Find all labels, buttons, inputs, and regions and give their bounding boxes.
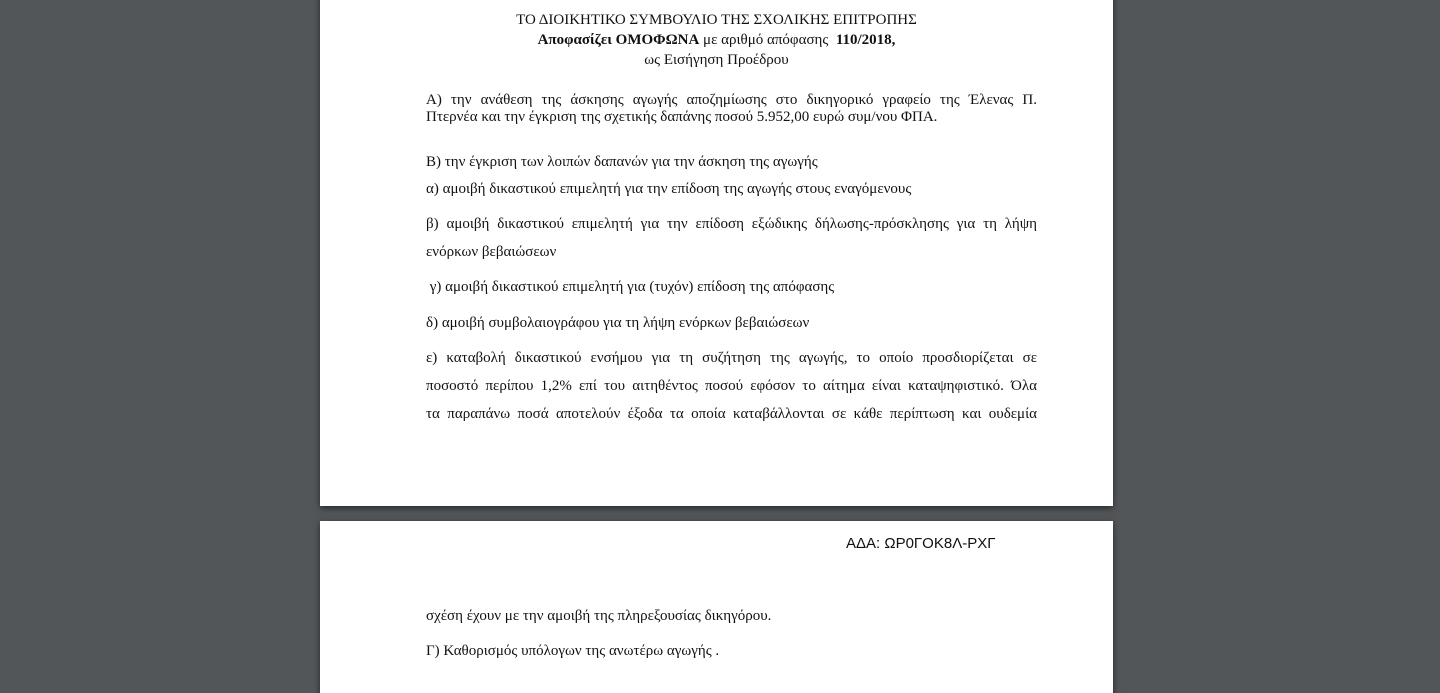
decision-number: 110/2018, — [835, 32, 896, 48]
sub-item-c: γ) αμοιβή δικαστικού επιμελητή για (τυχόν) επίδοση της απόφασης — [426, 279, 835, 295]
item-a-line-1: Α) την ανάθεση της άσκησης αγωγής αποζημίωσης στο δικηγορικό γραφείο της Έλενας Π. — [426, 92, 1037, 108]
document-page-1 — [320, 0, 1113, 506]
decision-unanimous: Αποφασίζει ΟΜΟΦΩΝΑ — [537, 32, 700, 48]
sub-item-b-line-2: ενόρκων βεβαιώσεων — [426, 244, 557, 260]
board-title: ΤΟ ΔΙΟΙΚΗΤΙΚΟ ΣΥΜΒΟΥΛΙΟ ΤΗΣ ΣΧΟΛΙΚΗΣ ΕΠΙΤΡΟΠΗΣ — [516, 12, 917, 28]
document-page-2 — [320, 521, 1113, 693]
item-a-line-2: Πτερνέα και την έγκριση της σχετικής δαπάνης ποσού 5.952,00 ευρώ συμ/νου ΦΠΑ. — [426, 109, 938, 125]
sub-item-e-line-2: ποσοστό περίπου 1,2% επί του αιτηθέντος ποσού εφόσον το αίτημα είναι καταψηφιστικό. Όλα — [426, 378, 1037, 394]
sub-item-e-line-3: τα παραπάνω ποσά αποτελούν έξοδα τα οποία καταβάλλονται σε κάθε περίπτωση και ουδεμία — [426, 406, 1037, 422]
item-c-heading: Γ) Καθορισμός υπόλογων της ανωτέρω αγωγής . — [426, 643, 720, 659]
proposal-line: ως Εισήγηση Προέδρου — [644, 52, 789, 68]
item-b-heading: Β) την έγκριση των λοιπών δαπανών για την άσκηση της αγωγής — [426, 154, 818, 170]
continued-line: σχέση έχουν με την αμοιβή της πληρεξουσίας δικηγόρου. — [426, 608, 772, 624]
decision-number-label: με αριθμό απόφασης — [703, 32, 829, 48]
sub-item-e-line-1: ε) καταβολή δικαστικού ενσήμου για τη συζήτηση της αγωγής, το οποίο προσδιορίζεται σε — [426, 350, 1037, 366]
sub-item-b-line-1: β) αμοιβή δικαστικού επιμελητή για την επίδοση εξώδικης δήλωσης-πρόσκλησης για τη λήψη — [426, 216, 1037, 232]
decision-line — [320, 30, 1113, 50]
sub-item-a: α) αμοιβή δικαστικού επιμελητή για την επίδοση της αγωγής στους εναγόμενους — [426, 181, 912, 197]
sub-item-d: δ) αμοιβή συμβολαιογράφου για τη λήψη ενόρκων βεβαιώσεων — [426, 315, 810, 331]
ada-code: ΑΔΑ: ΩΡ0ΓΟΚ8Λ-ΡΧΓ — [846, 535, 996, 552]
